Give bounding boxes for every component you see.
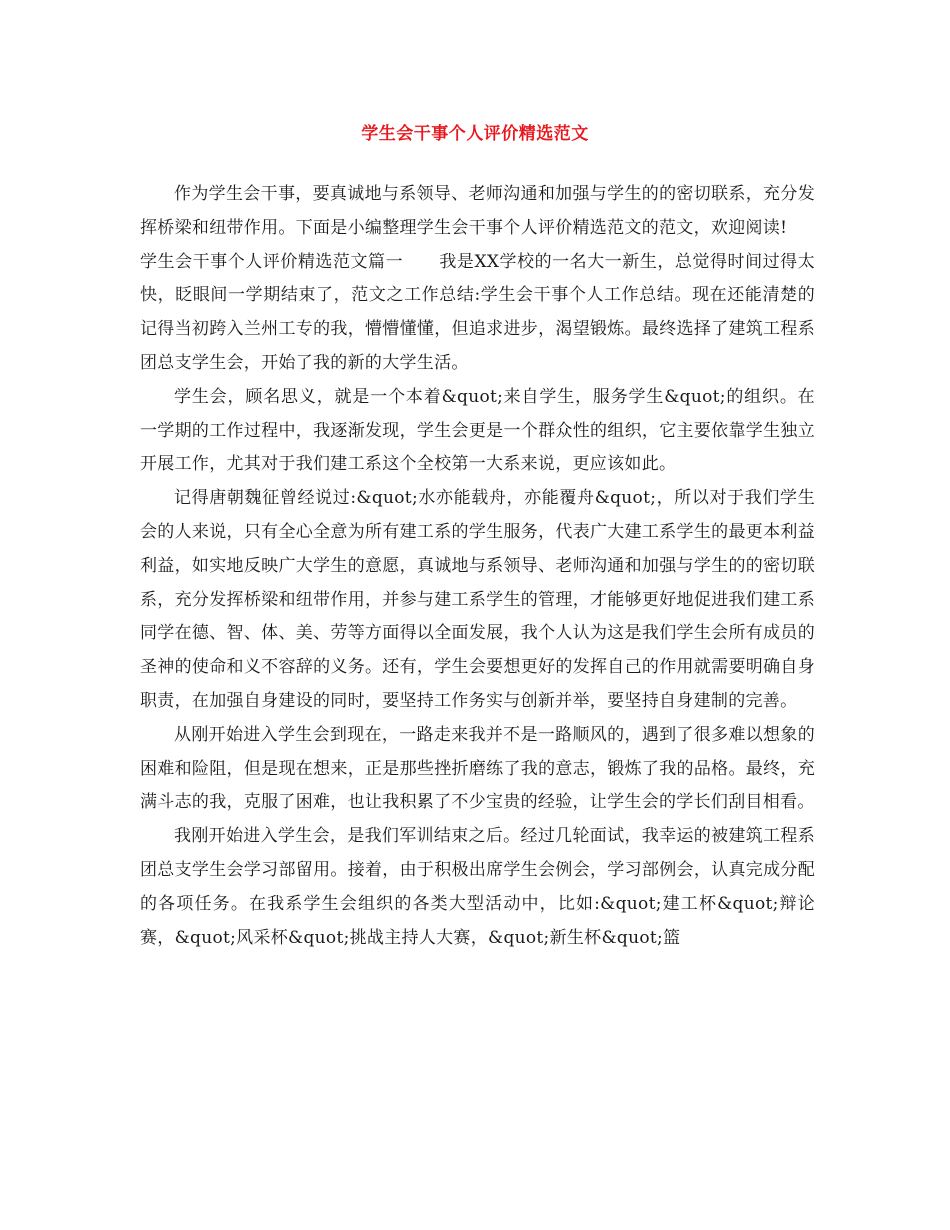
paragraph-5: 我刚开始进入学生会，是我们军训结束之后。经过几轮面试，我幸运的被建筑工程系团总支学生会学习部留用。接着，由于积极出席学生会例会，学习部例会，认真完成分配的各项任务。在我系学生会组织的各类大型活动中，比如:&quot;建工杯&quot;辩论赛，&quot;风采杯&quot;挑战主持人大赛，&quot;新生杯&quot;篮	[140, 826, 815, 948]
paragraph-2: 学生会，顾名思义，就是一个本着&quot;来自学生，服务学生&quot;的组织。在一学期的工作过程中，我逐渐发现，学生会更是一个群众性的组织，它主要依靠学生独立开展工作，尤其对于我们建工系这个全校第一大系来说，更应该如此。	[140, 386, 815, 475]
section-paragraph-1	[140, 246, 815, 381]
document-title: 学生会干事个人评价精选范文	[361, 124, 589, 144]
document-body	[140, 178, 815, 955]
paragraph-3: 记得唐朝魏征曾经说过:&quot;水亦能载舟，亦能覆舟&quot;，所以对于我们学生会的人来说，只有全心全意为所有建工系的学生服务，代表广大建工系学生的最更本利益利益，如实地反映广大学生的意愿，真诚地与系领导、老师沟通和加强与学生的的密切联系，充分发挥桥梁和纽带作用，并参与建工系学生的管理，才能够更好地促进我们建工系同学在德、智、体、美、劳等方面得以全面发展，我个人认为这是我们学生会所有成员的圣神的使命和义不容辞的义务。还有，学生会要想更好的发挥自己的作用就需要明确自身职责，在加强自身建设的同时，要坚持工作务实与创新并举，要坚持自身建制的完善。	[140, 488, 815, 711]
section-heading: 学生会干事个人评价精选范文篇一	[140, 251, 404, 272]
paragraph-1-text: 我是XX学校的一名大一新生，总觉得时间过得太快，眨眼间一学期结束了，范文之工作总结:学生会干事个人工作总结。现在还能清楚的记得当初跨入兰州工专的我，懵懵懂懂，但追求进步，渴望锻炼。最终选择了建筑工程系团总支学生会，开始了我的新的大学生活。	[140, 251, 815, 373]
intro-paragraph: 作为学生会干事，要真诚地与系领导、老师沟通和加强与学生的的密切联系，充分发挥桥梁和纽带作用。下面是小编整理学生会干事个人评价精选范文的范文，欢迎阅读!	[140, 184, 815, 238]
paragraph-4: 从刚开始进入学生会到现在，一路走来我并不是一路顺风的，遇到了很多难以想象的困难和险阻，但是现在想来，正是那些挫折磨练了我的意志，锻炼了我的品格。最终，充满斗志的我，克服了困难，也让我积累了不少宝贵的经验，让学生会的学长们刮目相看。	[140, 724, 815, 813]
